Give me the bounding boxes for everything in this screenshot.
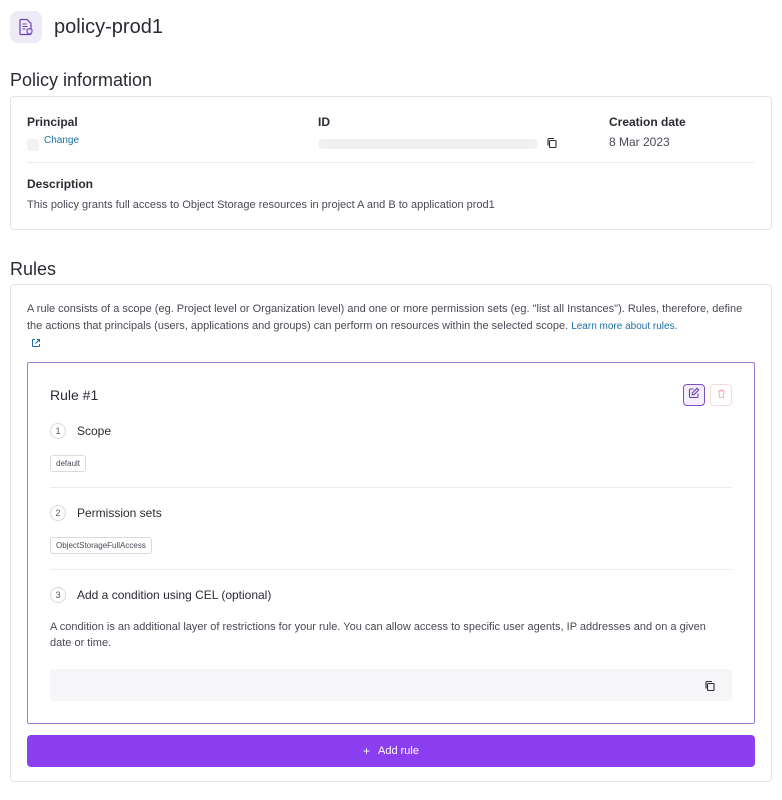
step-label: Scope xyxy=(77,424,112,438)
step-number: 1 xyxy=(50,423,66,439)
description-label: Description xyxy=(27,177,94,191)
scope-tag: default xyxy=(50,455,86,472)
id-value-redacted xyxy=(318,139,538,149)
copy-condition-icon[interactable] xyxy=(704,679,716,697)
rule-card xyxy=(27,362,755,724)
creation-date-field xyxy=(609,115,686,149)
change-principal-link[interactable]: Change xyxy=(44,135,80,146)
condition-description: A condition is an additional layer of restrictions for your rule. You can allow access to specific user agents, IP addresses and on a given date or time. xyxy=(50,621,706,649)
principal-avatar xyxy=(27,139,39,151)
id-label: ID xyxy=(318,115,330,129)
rules-intro xyxy=(27,301,753,335)
description-text: This policy grants full access to Object Storage resources in project A and B to application prod1 xyxy=(27,199,495,211)
description-field xyxy=(27,177,495,211)
creation-date-label: Creation date xyxy=(609,115,686,129)
step-number: 2 xyxy=(50,505,66,521)
creation-date-value: 8 Mar 2023 xyxy=(609,135,670,149)
step-label: Add a condition using CEL (optional) xyxy=(77,588,272,602)
step-number: 3 xyxy=(50,587,66,603)
edit-icon xyxy=(688,386,700,404)
add-rule-label: Add rule xyxy=(378,745,419,757)
rules-heading: Rules xyxy=(10,259,57,279)
rules-intro-text: A rule consists of a scope (eg. Project level or Organization level) and one or more permission sets (eg. "list all Instances"). Rules, therefore, define the actions that principals (users, applications and groups) can perform on resources within the selected scope. xyxy=(27,303,743,332)
page-header xyxy=(10,10,163,44)
info-divider xyxy=(27,162,755,163)
rule-title: Rule #1 xyxy=(50,387,99,403)
trash-icon xyxy=(716,386,727,404)
edit-rule-button[interactable] xyxy=(683,384,705,406)
policy-info-card xyxy=(10,96,772,230)
rules-card xyxy=(10,284,772,782)
principal-field xyxy=(27,115,79,146)
permission-set-tag: ObjectStorageFullAccess xyxy=(50,537,152,554)
add-rule-button[interactable] xyxy=(27,735,755,767)
external-link-icon[interactable] xyxy=(31,335,41,353)
learn-more-link[interactable]: Learn more about rules. xyxy=(571,321,678,332)
step-scope xyxy=(50,423,111,439)
step-condition xyxy=(50,587,271,603)
delete-rule-button[interactable] xyxy=(710,384,732,406)
policy-info-heading: Policy information xyxy=(10,70,153,90)
principal-label: Principal xyxy=(27,115,78,129)
rule-divider xyxy=(50,487,732,488)
plus-icon: + xyxy=(363,744,371,758)
page-title: policy-prod1 xyxy=(54,15,163,38)
step-label: Permission sets xyxy=(77,506,162,520)
rule-divider xyxy=(50,569,732,570)
step-permission-sets xyxy=(50,505,162,521)
document-shield-icon xyxy=(10,11,42,43)
cel-condition-code[interactable] xyxy=(50,669,732,701)
copy-id-icon[interactable] xyxy=(546,136,558,154)
id-field xyxy=(318,115,538,149)
